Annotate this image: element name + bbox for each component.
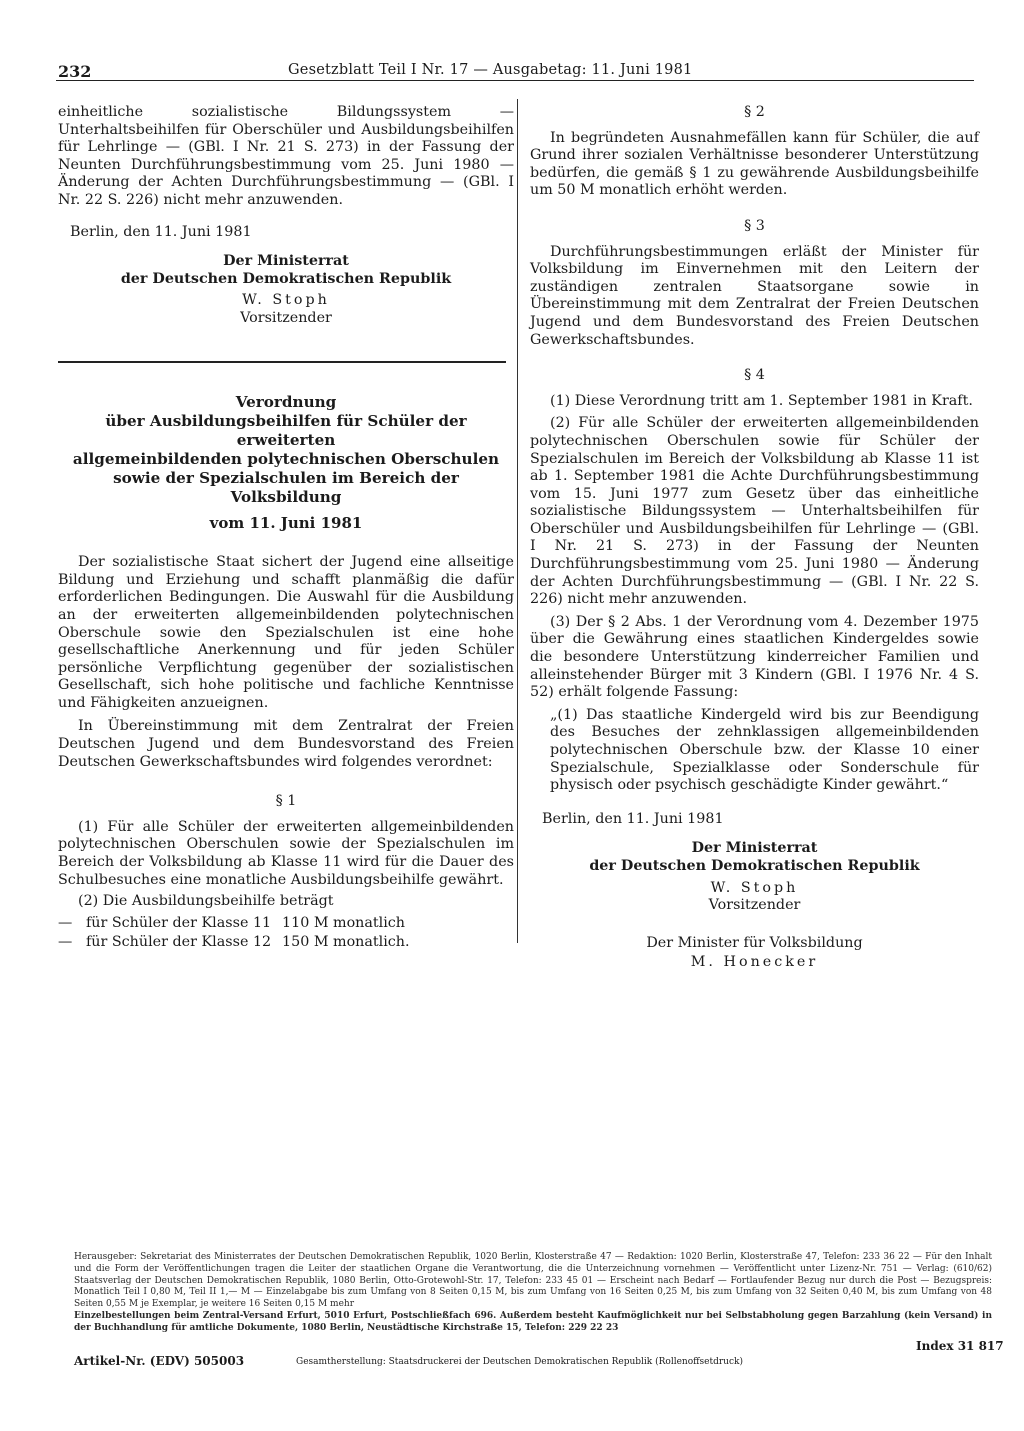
rate-label: für Schüler der Klasse 11 — [86, 914, 272, 931]
right-column — [530, 104, 979, 972]
section-paragraph: (3) Der § 2 Abs. 1 der Verordnung vom 4. Dezember 1975 über die Gewährung eines staatlichen Kindergeldes sowie die besondere Unterstützung kinderreicher Familien und alleinstehender Bürger mit 3 Kindern (GBl. I 1976 Nr. 4 S. 52) erhält folgende Fassung: — [530, 613, 979, 701]
rate-amount: 150 M monatlich. — [282, 934, 410, 951]
rate-list — [58, 915, 514, 952]
imprint-publisher: Herausgeber: Sekretariat des Ministerrates der Deutschen Demokratischen Republik, 1020 Berlin, Klosterstraße 47 — Redaktion: 1020 Berlin, Klosterstraße 47, Telefon: 233 36 22 — Für den Inhalt und die Form der Veröffentlichungen tragen die Leiter der staatlichen Organe die Verantwortung, die die Unterzeichnung vornehmen — Veröffentlicht unter Lizenz-Nr. 751 — Verlag: (610/62) Staatsverlag der Deutschen Demokratischen Republik, 1080 Berlin, Otto-Grotewohl-Str. 17, Telefon: 233 45 01 — Erscheint nach Bedarf — Fortlaufender Bezug nur durch die Post — Bezugspreis: Monatlich Teil I 0,80 M, Teil II 1,— M — Einzelabgabe bis zum Umfang von 8 Seiten 0,15 M, bis zum Umfang von 16 Seiten 0,25 M, bis zum Umfang von 32 Seiten 0,40 M, bis zum Umfang von 48 Seiten 0,55 M je Exemplar, je weitere 16 Seiten 0,15 M mehr — [74, 1252, 992, 1310]
preamble-paragraph: Der sozialistische Staat sichert der Jugend eine allseitige Bildung und Erziehung und schafft planmäßig die dafür erforderlichen Bedingungen. Die Auswahl für die Ausbildung an der erweiterten allgemeinbildenden polytechnischen Oberschule sowie den Spezialschulen ist eine hohe gesellschaftliche Anerkennung und für jeden Schüler persönliche Verpflichtung gegenüber der sozialistischen Gesellschaft, sich hohe politische und fachliche Kenntnisse und Fähigkeiten anzueignen. — [58, 554, 514, 711]
decree-title-line2: über Ausbildungsbeihilfen für Schüler der erweiterten — [105, 411, 467, 449]
left-column — [58, 104, 514, 954]
running-header: Gesetzblatt Teil I Nr. 17 — Ausgabetag: 11. Juni 1981 — [288, 62, 693, 78]
index-number: Index 31 817 — [916, 1339, 1004, 1353]
signatory-role: Vorsitzender — [708, 897, 801, 914]
rate-amount: 110 M monatlich — [282, 914, 406, 931]
section-heading: § 2 — [744, 104, 765, 120]
signatory-organ-line1: Der Ministerrat — [223, 253, 349, 270]
page-number: 232 — [58, 62, 92, 81]
decree-date: vom 11. Juni 1981 — [209, 513, 363, 532]
preamble-paragraph: In Übereinstimmung mit dem Zentralrat der Freien Deutschen Jugend und dem Bundesvorstand des Freien Deutschen Gewerkschaftsbundes wird folgendes verordnet: — [58, 718, 514, 770]
section-paragraph: (1) Diese Verordnung tritt am 1. September 1981 in Kraft. — [550, 392, 973, 409]
place-date: Berlin, den 11. Juni 1981 — [542, 810, 724, 827]
signatory-name: W. Stoph — [242, 292, 330, 309]
signatory-organ-line1: Der Ministerrat — [691, 840, 818, 857]
article-number: Artikel-Nr. (EDV) 505003 — [74, 1354, 245, 1368]
signatory-role: Vorsitzender — [240, 309, 332, 326]
section-paragraph: (1) Für alle Schüler der erweiterten allgemeinbildenden polytechnischen Oberschulen sowie der Spezialschulen im Bereich der Volksbildung ab Klasse 11 wird für die Dauer des Schulbesuches eine monatliche Ausbildungsbeihilfe gewährt. — [58, 818, 514, 888]
signatory-organ-line2: der Deutschen Demokratischen Republik — [589, 857, 920, 874]
quoted-amendment: „(1) Das staatliche Kindergeld wird bis zur Beendigung des Besuches der zehnklassigen allgemeinbildenden polytechnischen Oberschule bzw. der Klasse 10 einer Spezialschule, Spezialklasse oder Sonderschule für physisch oder psychisch geschädigte Kinder gewährt.“ — [550, 706, 979, 794]
section-heading: § 1 — [275, 793, 297, 810]
decree-title-line3: allgemeinbildenden polytechnischen Oberschulen — [72, 449, 500, 468]
section-heading: § 3 — [744, 217, 765, 234]
printer-line: Gesamtherstellung: Staatsdruckerei der Deutschen Demokratischen Republik (Rollenoffsetdruck) — [296, 1357, 743, 1367]
section-heading: § 4 — [744, 367, 765, 384]
decree-title-line4: sowie der Spezialschulen im Bereich der Volksbildung — [113, 468, 459, 506]
imprint-orders: Einzelbestellungen beim Zentral-Versand Erfurt, 5010 Erfurt, Postschließfach 696. Außerdem besteht Kaufmöglichkeit nur bei Selbstabholung gegen Barzahlung (kein Versand) in der Buchhandlung für amtliche Dokumente, 1080 Berlin, Neustädtische Kirchstraße 15, Telefon: 229 22 23 — [74, 1310, 992, 1333]
place-date: Berlin, den 11. Juni 1981 — [70, 223, 252, 240]
rate-row — [58, 934, 514, 952]
section-paragraph: Durchführungsbestimmungen erläßt der Minister für Volksbildung im Einvernehmen mit den Leitern der zuständigen zentralen Staatsorgane sowie in Übereinstimmung mit dem Zentralrat der Freien Deutschen Jugend und dem Bundesvorstand des Freien Deutschen Gewerkschaftsbundes. — [530, 243, 979, 348]
section-paragraph: In begründeten Ausnahmefällen kann für Schüler, die auf Grund ihrer sozialen Verhältnisse besonderer Unterstützung bedürfen, die gemäß § 1 zu gewährende Ausbildungsbeihilfe um 50 M monatlich erhöht werden. — [530, 129, 979, 199]
rate-label: für Schüler der Klasse 12 — [86, 934, 272, 951]
decree-title-line1: Verordnung — [235, 392, 337, 411]
continued-paragraph: einheitliche sozialistische Bildungssystem — Unterhaltsbeihilfen für Oberschüler und Ausbildungsbeihilfen für Lehrlinge — (GBl. I Nr. 21 S. 273) in der Fassung der Neunten Durchführungsbestimmung vom 25. Juni 1980 — Änderung der Achten Durchführungsbestimmung — (GBl. I Nr. 22 S. 226) nicht mehr anzuwenden. — [58, 104, 514, 208]
header-rule — [56, 80, 974, 81]
section-paragraph: (2) Die Ausbildungsbeihilfe beträgt — [78, 893, 334, 910]
imprint — [74, 1252, 992, 1335]
column-divider — [517, 99, 518, 943]
signatory-organ-line2: der Deutschen Demokratischen Republik — [120, 270, 452, 287]
rate-row — [58, 915, 514, 933]
signatory-name: W. Stoph — [710, 879, 799, 896]
dash: — — [58, 914, 73, 931]
minister-title: Der Minister für Volksbildung — [646, 934, 863, 951]
section-paragraph: (2) Für alle Schüler der erweiterten allgemeinbildenden polytechnischen Oberschulen sowie für Schüler der Spezialschulen im Bereich der Volksbildung ab Klasse 11 ist ab 1. September 1981 die Achte Durchführungsbestimmung vom 15. Juni 1977 zum Gesetz über das einheitliche sozialistische Bildungssystem — Unterhaltsbeihilfen für Oberschüler und Ausbildungsbeihilfen für Lehrlinge — (GBl. I Nr. 21 S. 273) in der Fassung der Neunten Durchführungsbestimmung vom 25. Juni 1980 — Änderung der Achten Durchführungsbestimmung — (GBl. I Nr. 22 S. 226) nicht mehr anzuwenden. — [530, 415, 979, 608]
dash: — — [58, 934, 73, 951]
section-separator — [58, 361, 506, 363]
minister-name: M. Honecker — [690, 954, 819, 971]
